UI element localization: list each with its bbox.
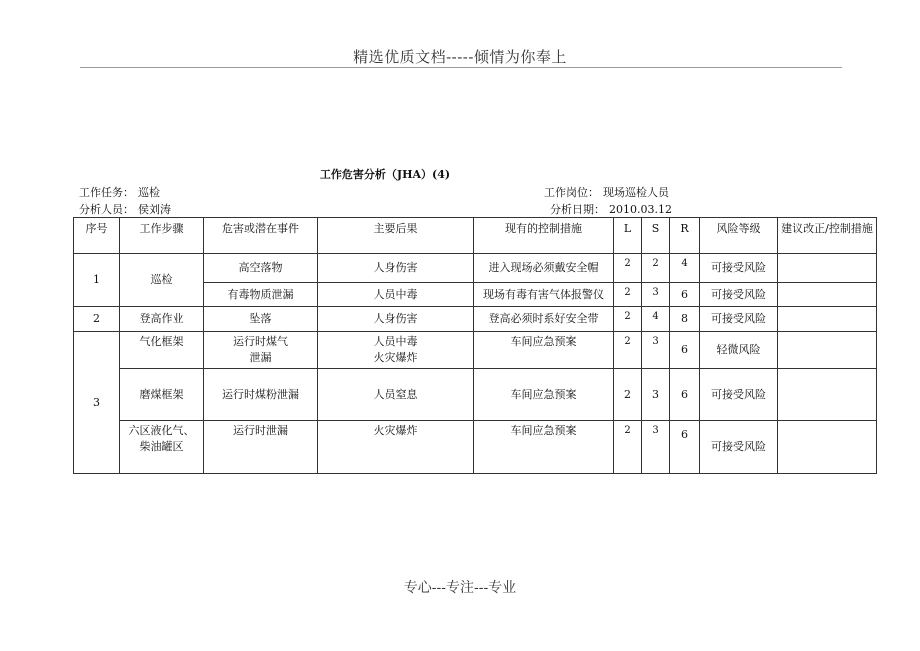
- cell-control: 登高必须时系好安全带: [474, 307, 614, 332]
- cell-consequence: 人员中毒: [318, 283, 474, 307]
- cell-l: 2: [614, 283, 642, 307]
- date-label: 分析日期：: [550, 203, 605, 216]
- cell-s: 2: [642, 254, 670, 283]
- cell-l: 2: [614, 254, 642, 283]
- post-field: [544, 184, 673, 200]
- header-r: R: [670, 218, 700, 254]
- table-row: [74, 332, 877, 369]
- header-suggest: 建议改正/控制措施: [778, 218, 877, 254]
- cell-step: 巡检: [120, 254, 204, 307]
- post-label: 工作岗位：: [544, 186, 599, 199]
- cell-r: 6: [670, 283, 700, 307]
- cell-consequence: 人员中毒 火灾爆炸: [318, 332, 474, 369]
- cell-r: 6: [670, 421, 700, 474]
- cell-risk: 可接受风险: [700, 254, 778, 283]
- cell-suggest: [778, 369, 877, 421]
- cell-hazard: 运行时泄漏: [204, 421, 318, 474]
- table-header-row: [74, 218, 877, 254]
- cell-risk: 轻微风险: [700, 332, 778, 369]
- table-row: [74, 369, 877, 421]
- cell-step: 六区液化气、 柴油罐区: [120, 421, 204, 474]
- header-step: 工作步骤: [120, 218, 204, 254]
- cell-consequence: 火灾爆炸: [318, 421, 474, 474]
- cell-risk: 可接受风险: [700, 369, 778, 421]
- cell-l: 2: [614, 421, 642, 474]
- cell-s: 3: [642, 421, 670, 474]
- header-s: S: [642, 218, 670, 254]
- cell-hazard: 高空落物: [204, 254, 318, 283]
- cell-no: 3: [74, 332, 120, 474]
- cell-s: 3: [642, 369, 670, 421]
- task-value: 巡检: [138, 186, 160, 199]
- header-no: 序号: [74, 218, 120, 254]
- task-field: [79, 184, 164, 200]
- cell-s: 3: [642, 283, 670, 307]
- cell-no: 2: [74, 307, 120, 332]
- analyst-label: 分析人员：: [79, 203, 134, 216]
- header-control: 现有的控制措施: [474, 218, 614, 254]
- cell-control: 车间应急预案: [474, 332, 614, 369]
- cell-hazard: 运行时煤气 泄漏: [204, 332, 318, 369]
- header-rule: [80, 67, 842, 68]
- cell-r: 8: [670, 307, 700, 332]
- cell-r: 6: [670, 332, 700, 369]
- cell-control: 进入现场必须戴安全帽: [474, 254, 614, 283]
- cell-hazard: 运行时煤粉泄漏: [204, 369, 318, 421]
- cell-suggest: [778, 307, 877, 332]
- page-footer: 专心---专注---专业: [403, 580, 517, 596]
- header-risk: 风险等级: [700, 218, 778, 254]
- cell-step: 登高作业: [120, 307, 204, 332]
- cell-hazard: 有毒物质泄漏: [204, 283, 318, 307]
- cell-suggest: [778, 332, 877, 369]
- jha-table: [73, 217, 877, 474]
- cell-consequence: 人身伤害: [318, 254, 474, 283]
- cell-r: 6: [670, 369, 700, 421]
- analyst-value: 侯刘涛: [138, 203, 171, 216]
- date-value: 2010.03.12: [609, 203, 672, 216]
- cell-step: 气化框架: [120, 332, 204, 369]
- cell-suggest: [778, 421, 877, 474]
- cell-suggest: [778, 254, 877, 283]
- date-field: [550, 201, 676, 217]
- cell-risk: 可接受风险: [700, 283, 778, 307]
- cell-hazard: 坠落: [204, 307, 318, 332]
- cell-consequence: 人员窒息: [318, 369, 474, 421]
- cell-risk: 可接受风险: [700, 421, 778, 474]
- cell-s: 3: [642, 332, 670, 369]
- header-hazard: 危害或潜在事件: [204, 218, 318, 254]
- cell-control: 车间应急预案: [474, 421, 614, 474]
- table-row: [74, 307, 877, 332]
- cell-l: 2: [614, 369, 642, 421]
- cell-consequence: 人身伤害: [318, 307, 474, 332]
- table-row: [74, 421, 877, 474]
- cell-suggest: [778, 283, 877, 307]
- cell-l: 2: [614, 332, 642, 369]
- document-title: 工作危害分析（JHA）(4): [319, 168, 451, 181]
- header-l: L: [614, 218, 642, 254]
- cell-r: 4: [670, 254, 700, 283]
- cell-control: 车间应急预案: [474, 369, 614, 421]
- cell-control: 现场有毒有害气体报警仪: [474, 283, 614, 307]
- cell-l: 2: [614, 307, 642, 332]
- task-label: 工作任务：: [79, 186, 134, 199]
- cell-step: 磨煤框架: [120, 369, 204, 421]
- post-value: 现场巡检人员: [603, 186, 669, 199]
- cell-s: 4: [642, 307, 670, 332]
- table-row: [74, 254, 877, 283]
- page-header: 精选优质文档-----倾情为你奉上: [353, 48, 567, 66]
- cell-risk: 可接受风险: [700, 307, 778, 332]
- header-consequence: 主要后果: [318, 218, 474, 254]
- cell-no: 1: [74, 254, 120, 307]
- analyst-field: [79, 201, 175, 217]
